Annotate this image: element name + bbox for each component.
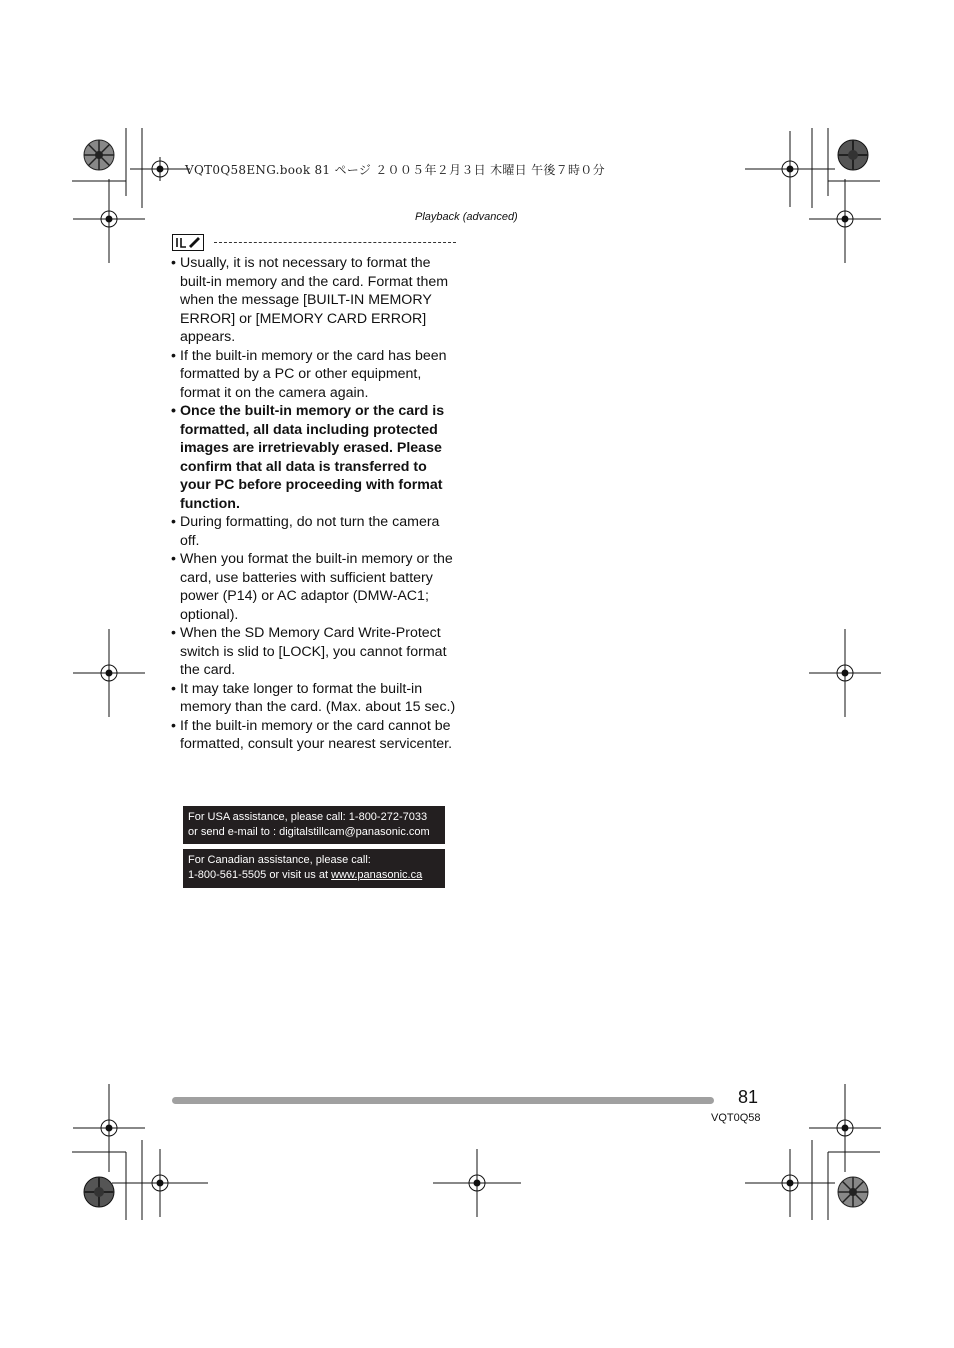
- usa-assistance-line2: or send e-mail to : digitalstillcam@panasonic.com: [188, 826, 430, 838]
- note-item: • If the built-in memory or the card cannot be formatted, consult your nearest servicenter.: [170, 717, 460, 754]
- usa-assistance-line1: For USA assistance, please call: 1-800-272-7033: [188, 811, 428, 823]
- note-icon: [172, 234, 204, 251]
- note-item: • It may take longer to format the built-in memory than the card. (Max. about 15 sec.): [170, 680, 460, 717]
- section-label: Playback (advanced): [415, 211, 518, 223]
- canada-assistance-line2: [188, 868, 440, 883]
- note-item: • Usually, it is not necessary to format the built-in memory and the card. Format them when the message [BUILT-IN MEMORY ERROR] or [MEMORY CARD ERROR] appears.: [170, 254, 460, 347]
- panasonic-ca-link[interactable]: www.panasonic.ca: [331, 869, 423, 881]
- canada-assistance-box: [183, 849, 445, 888]
- model-code: VQT0Q58: [711, 1112, 761, 1124]
- usa-assistance-box: [183, 806, 445, 844]
- dashed-rule: [214, 242, 456, 243]
- note-item: • When you format the built-in memory or the card, use batteries with sufficient battery power (P14) or AC adaptor (DMW-AC1; optional).: [170, 550, 460, 624]
- footer-bar: [172, 1097, 714, 1104]
- canada-assistance-prefix: 1-800-561-5505 or visit us at: [188, 869, 332, 881]
- note-item: • During formatting, do not turn the camera off.: [170, 513, 460, 550]
- note-item: • If the built-in memory or the card has been formatted by a PC or other equipment, format it on the camera again.: [170, 347, 460, 403]
- note-item: • When the SD Memory Card Write-Protect switch is slid to [LOCK], you cannot format the card.: [170, 624, 460, 680]
- canada-assistance-line1: For Canadian assistance, please call:: [188, 854, 371, 866]
- page-number: 81: [738, 1087, 759, 1107]
- notes-list: [170, 254, 460, 754]
- print-header: VQT0Q58ENG.book 81 ページ ２００５年２月３日 木曜日 午後７時０分: [185, 163, 605, 177]
- note-item-warning: • Once the built-in memory or the card is formatted, all data including protected images are irretrievably erased. Please confirm that all data is transferred to your PC before proceeding with format function.: [170, 402, 460, 513]
